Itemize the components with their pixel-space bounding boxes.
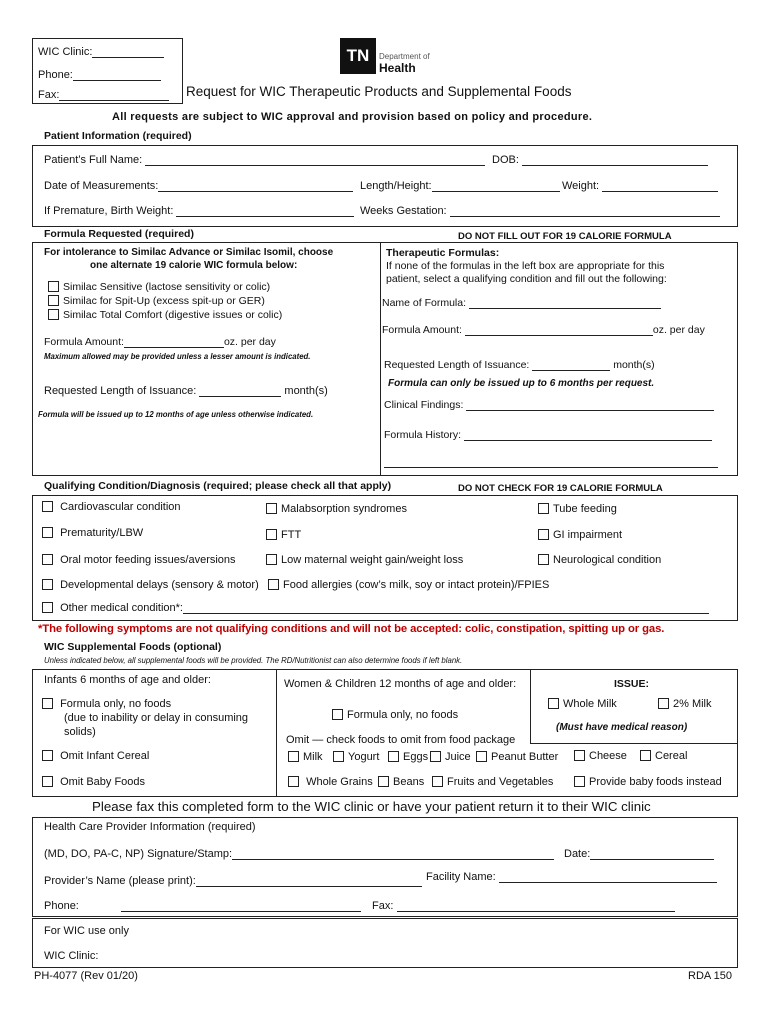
omit-juice[interactable]: Juice [430, 751, 471, 763]
signature-field[interactable]: (MD, DO, PA-C, NP) Signature/Stamp: [44, 848, 554, 860]
checkbox[interactable] [378, 776, 389, 787]
ther-desc-2: patient, select a qualifying condition and fill out the following: [386, 273, 667, 285]
checkbox[interactable] [288, 751, 299, 762]
no-fill-note: DO NOT FILL OUT FOR 19 CALORIE FORMULA [458, 231, 672, 242]
max-note: Maximum allowed may be provided unless a lesser amount is indicated. [44, 352, 311, 361]
omit-peanut[interactable]: Peanut Butter [476, 751, 558, 763]
checkbox[interactable] [42, 698, 53, 709]
checkbox[interactable] [332, 709, 343, 720]
patient-name-field[interactable]: Patient’s Full Name: [44, 154, 485, 166]
clinic-phone-field[interactable]: Phone: [38, 69, 161, 81]
provide-baby[interactable]: Provide baby foods instead [574, 776, 722, 788]
infants-label: Infants 6 months of age and older: [44, 674, 211, 686]
wc-formula-only[interactable]: Formula only, no foods [332, 709, 458, 721]
checkbox[interactable] [538, 529, 549, 540]
checkbox[interactable] [640, 750, 651, 761]
wic-use-box [32, 918, 738, 968]
supplemental-note: Unless indicated below, all supplemental foods will be provided. The RD/Nutritionist can also determine foods if left blank. [44, 656, 463, 665]
checkbox[interactable] [48, 309, 59, 320]
checkbox[interactable] [42, 527, 53, 538]
cond-other[interactable]: Other medical condition*: [42, 602, 709, 614]
facility-field[interactable]: Facility Name: [426, 871, 717, 883]
inf-omit-baby[interactable]: Omit Baby Foods [42, 776, 145, 788]
cond-cardio[interactable]: Cardiovascular condition [42, 501, 181, 513]
cond-tube[interactable]: Tube feeding [538, 503, 617, 515]
checkbox[interactable] [42, 602, 53, 613]
qualifying-header: Qualifying Condition/Diagnosis (required; please check all that apply) [44, 480, 392, 492]
opt-sensitive[interactable]: Similac Sensitive (lactose sensitivity or colic) [48, 281, 270, 293]
tn-logo: TN [340, 38, 376, 74]
date-measurements-field[interactable]: Date of Measurements: [44, 180, 353, 192]
provider-header: Health Care Provider Information (required) [44, 821, 256, 833]
dob-field[interactable]: DOB: [492, 154, 708, 166]
checkbox[interactable] [432, 776, 443, 787]
provider-name-field[interactable]: Provider’s Name (please print): [44, 875, 422, 887]
cond-neuro[interactable]: Neurological condition [538, 554, 661, 566]
clinic-field[interactable]: WIC Clinic: [38, 46, 164, 58]
supp-divider-2 [530, 669, 531, 743]
issued-note: Formula will be issued up to 12 months of age unless otherwise indicated. [38, 410, 314, 419]
length-issuance-field[interactable]: Requested Length of Issuance: month(s) [44, 385, 328, 397]
omit-milk[interactable]: Milk [288, 751, 323, 763]
supp-issue-bottom [530, 743, 738, 744]
logo-health: Health [379, 61, 416, 75]
checkbox[interactable] [266, 503, 277, 514]
opt-spitup[interactable]: Similac for Spit-Up (excess spit-up or GER) [48, 295, 265, 307]
wic-use-header: For WIC use only [44, 925, 129, 937]
clinical-findings-field[interactable]: Clinical Findings: [384, 399, 714, 411]
cond-maternal[interactable]: Low maternal weight gain/weight loss [266, 554, 463, 566]
history-line-2[interactable] [384, 467, 718, 468]
cond-ftt[interactable]: FTT [266, 529, 301, 541]
provider-fax-field[interactable]: Fax: [372, 900, 675, 912]
women-label: Women & Children 12 months of age and older: [284, 678, 517, 690]
checkbox[interactable] [538, 503, 549, 514]
checkbox[interactable] [548, 698, 559, 709]
ther-length-field[interactable]: Requested Length of Issuance: month(s) [384, 359, 655, 371]
patient-header: Patient Information (required) [44, 130, 192, 142]
omit-eggs[interactable]: Eggs [388, 751, 428, 763]
issue-2-milk[interactable]: 2% Milk [658, 698, 712, 710]
inf-omit-cereal[interactable]: Omit Infant Cereal [42, 750, 149, 762]
cond-malabsorption[interactable]: Malabsorption syndromes [266, 503, 407, 515]
rda-number: RDA 150 [688, 970, 733, 982]
supp-divider-1 [276, 669, 277, 797]
inf-formula-only[interactable]: Formula only, no foods [42, 698, 171, 710]
checkbox[interactable] [288, 776, 299, 787]
left-title-2: one alternate 19 calorie WIC formula below: [90, 260, 298, 271]
omit-cereal[interactable]: Cereal [640, 750, 687, 762]
issue-label: ISSUE: [614, 678, 650, 690]
omit-yogurt[interactable]: Yogurt [333, 751, 379, 763]
checkbox[interactable] [48, 295, 59, 306]
weight-field[interactable]: Weight: [562, 180, 718, 192]
wic-use-clinic: WIC Clinic: [44, 950, 99, 962]
weeks-gestation-field[interactable]: Weeks Gestation: [360, 205, 720, 217]
omit-label: Omit — check foods to omit from food package [286, 734, 516, 746]
opt-comfort[interactable]: Similac Total Comfort (digestive issues or colic) [48, 309, 282, 321]
checkbox[interactable] [48, 281, 59, 292]
checkbox[interactable] [538, 554, 549, 565]
formula-header: Formula Requested (required) [44, 228, 194, 240]
length-field[interactable]: Length/Height: [360, 180, 560, 192]
omit-beans[interactable]: Beans [378, 776, 424, 788]
inf-formula-note-2: solids) [64, 726, 96, 738]
page-title: Request for WIC Therapeutic Products and Supplemental Foods [186, 84, 572, 99]
checkbox[interactable] [658, 698, 669, 709]
logo-dept: Department of [379, 52, 430, 61]
cond-oral-motor[interactable]: Oral motor feeding issues/aversions [42, 554, 236, 566]
checkbox[interactable] [42, 750, 53, 761]
omit-fruits[interactable]: Fruits and Vegetables [432, 776, 553, 788]
formula-name-field[interactable]: Name of Formula: [382, 297, 661, 309]
ther-desc-1: If none of the formulas in the left box are appropriate for this [386, 260, 665, 272]
checkbox[interactable] [574, 750, 585, 761]
checkbox[interactable] [42, 554, 53, 565]
checkbox[interactable] [574, 776, 585, 787]
form-number: PH-4077 (Rev 01/20) [34, 970, 138, 982]
cond-developmental[interactable]: Developmental delays (sensory & motor) [42, 579, 259, 591]
omit-grains[interactable]: Whole Grains [288, 776, 373, 788]
cond-food-allergies[interactable]: Food allergies (cow’s milk, soy or intact protein)/FPIES [268, 579, 549, 591]
ther-title: Therapeutic Formulas: [386, 247, 500, 259]
date-field[interactable]: Date: [564, 848, 714, 860]
birth-weight-field[interactable]: If Premature, Birth Weight: [44, 205, 354, 217]
medical-reason-note: (Must have medical reason) [556, 722, 688, 733]
page-subtitle: All requests are subject to WIC approval and provision based on policy and procedure. [112, 111, 593, 123]
ther-note: Formula can only be issued up to 6 months per request. [388, 378, 655, 389]
checkbox[interactable] [333, 751, 344, 762]
checkbox[interactable] [266, 554, 277, 565]
checkbox[interactable] [42, 776, 53, 787]
inf-formula-note-1: (due to inability or delay in consuming [64, 712, 249, 724]
clinic-fax-field[interactable]: Fax: [38, 89, 169, 101]
ther-amount-field[interactable]: Formula Amount: oz. per day [382, 324, 705, 336]
no-check-note: DO NOT CHECK FOR 19 CALORIE FORMULA [458, 483, 663, 494]
issue-whole-milk[interactable]: Whole Milk [548, 698, 617, 710]
omit-cheese[interactable]: Cheese [574, 750, 627, 762]
checkbox[interactable] [476, 751, 487, 762]
provider-phone-field[interactable]: Phone: [44, 900, 361, 912]
formula-divider [380, 242, 381, 476]
fax-instruction: Please fax this completed form to the WIC clinic or have your patient return it to their WIC clinic [92, 799, 651, 814]
left-title-1: For intolerance to Similac Advance or Similac Isomil, choose [44, 247, 334, 258]
cond-gi[interactable]: GI impairment [538, 529, 622, 541]
checkbox[interactable] [430, 751, 441, 762]
checkbox[interactable] [388, 751, 399, 762]
checkbox[interactable] [266, 529, 277, 540]
checkbox[interactable] [42, 501, 53, 512]
formula-amount-field[interactable]: Formula Amount: oz. per day [44, 336, 276, 348]
cond-prematurity[interactable]: Prematurity/LBW [42, 527, 143, 539]
checkbox[interactable] [268, 579, 279, 590]
checkbox[interactable] [42, 579, 53, 590]
supplemental-header: WIC Supplemental Foods (optional) [44, 641, 222, 653]
warning-text: *The following symptoms are not qualifying conditions and will not be accepted: colic, constipation, spitting up or gas. [38, 623, 665, 635]
formula-history-field[interactable]: Formula History: [384, 429, 712, 441]
